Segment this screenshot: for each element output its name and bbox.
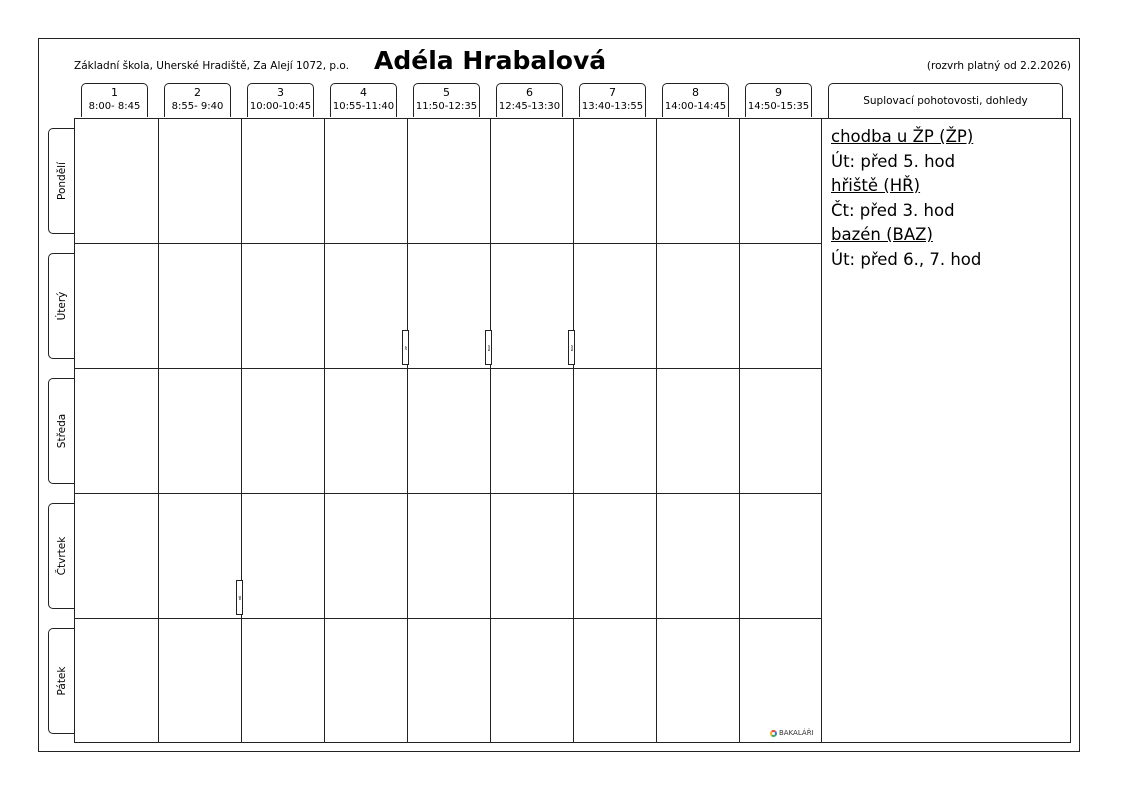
period-number: 1 — [111, 86, 118, 99]
duty-marker — [568, 330, 575, 365]
duty-marker — [236, 580, 243, 615]
teacher-name: Adéla Hrabalová — [374, 46, 607, 75]
day-tab-friday — [48, 628, 75, 734]
period-time: 13:40-13:55 — [581, 101, 644, 112]
day-tab-thursday — [48, 503, 75, 609]
supervision-place: bazén (BAZ) — [831, 225, 933, 244]
period-tab-9 — [745, 83, 812, 117]
duty-marker-label: ŽP — [403, 345, 408, 350]
period-number: 2 — [194, 86, 201, 99]
period-time: 8:00- 8:45 — [88, 101, 141, 112]
duty-marker — [485, 330, 492, 365]
valid-from: (rozvrh platný od 2.2.2026) — [926, 60, 1071, 72]
supervision-panel — [821, 118, 1071, 743]
grid-column-line — [490, 119, 491, 742]
day-label: Pátek — [56, 666, 68, 696]
duty-marker-label: BAZ — [486, 344, 491, 351]
grid-row-line — [75, 243, 821, 244]
grid-column-line — [158, 119, 159, 742]
period-number: 9 — [775, 86, 782, 99]
grid-row-line — [75, 368, 821, 369]
grid-column-line — [324, 119, 325, 742]
day-tab-tuesday — [48, 253, 75, 359]
day-label: Pondělí — [56, 162, 68, 200]
period-time: 8:55- 9:40 — [171, 101, 224, 112]
duty-marker-label: HŘ — [237, 595, 242, 600]
grid-column-line — [656, 119, 657, 742]
bakalari-logo — [770, 729, 814, 737]
day-tab-wednesday — [48, 378, 75, 484]
timetable-grid — [74, 118, 822, 743]
period-tab-4 — [330, 83, 397, 117]
brand-text: BAKALÁŘI — [779, 729, 814, 737]
period-time: 14:00-14:45 — [664, 101, 727, 112]
grid-row-line — [75, 618, 821, 619]
period-time: 12:45-13:30 — [498, 101, 561, 112]
school-name: Základní škola, Uherské Hradiště, Za Alejí 1072, p.o. — [74, 60, 349, 72]
period-number: 5 — [443, 86, 450, 99]
supervision-place: chodba u ŽP (ŽP) — [831, 127, 974, 146]
day-label: Úterý — [56, 291, 68, 321]
period-number: 3 — [277, 86, 284, 99]
period-tab-3 — [247, 83, 314, 117]
period-time: 11:50-12:35 — [415, 101, 478, 112]
duty-marker — [402, 330, 409, 365]
supervision-tab: Suplovací pohotovosti, dohledy — [828, 83, 1063, 118]
grid-column-line — [739, 119, 740, 742]
period-tab-6 — [496, 83, 563, 117]
duty-marker-label: BAZ — [569, 344, 574, 351]
grid-column-line — [241, 119, 242, 742]
period-number: 4 — [360, 86, 367, 99]
grid-column-line — [407, 119, 408, 742]
period-tab-8 — [662, 83, 729, 117]
period-tab-1 — [81, 83, 148, 117]
day-tab-monday — [48, 128, 75, 234]
period-time: 10:55-11:40 — [332, 101, 395, 112]
day-label: Čtvrtek — [56, 536, 68, 576]
bakalari-logo-icon — [770, 730, 777, 737]
supervision-time: Čt: před 3. hod — [831, 200, 955, 220]
day-label: Středa — [56, 413, 68, 449]
period-tab-7 — [579, 83, 646, 117]
grid-row-line — [75, 493, 821, 494]
supervision-time: Út: před 5. hod — [831, 151, 956, 171]
period-time: 14:50-15:35 — [747, 101, 810, 112]
period-time: 10:00-10:45 — [249, 101, 312, 112]
period-number: 8 — [692, 86, 699, 99]
supervision-place: hřiště (HŘ) — [831, 176, 921, 195]
period-tab-2 — [164, 83, 231, 117]
period-number: 7 — [609, 86, 616, 99]
grid-column-line — [573, 119, 574, 742]
supervision-time: Út: před 6., 7. hod — [831, 249, 982, 269]
period-tab-5 — [413, 83, 480, 117]
period-number: 6 — [526, 86, 533, 99]
